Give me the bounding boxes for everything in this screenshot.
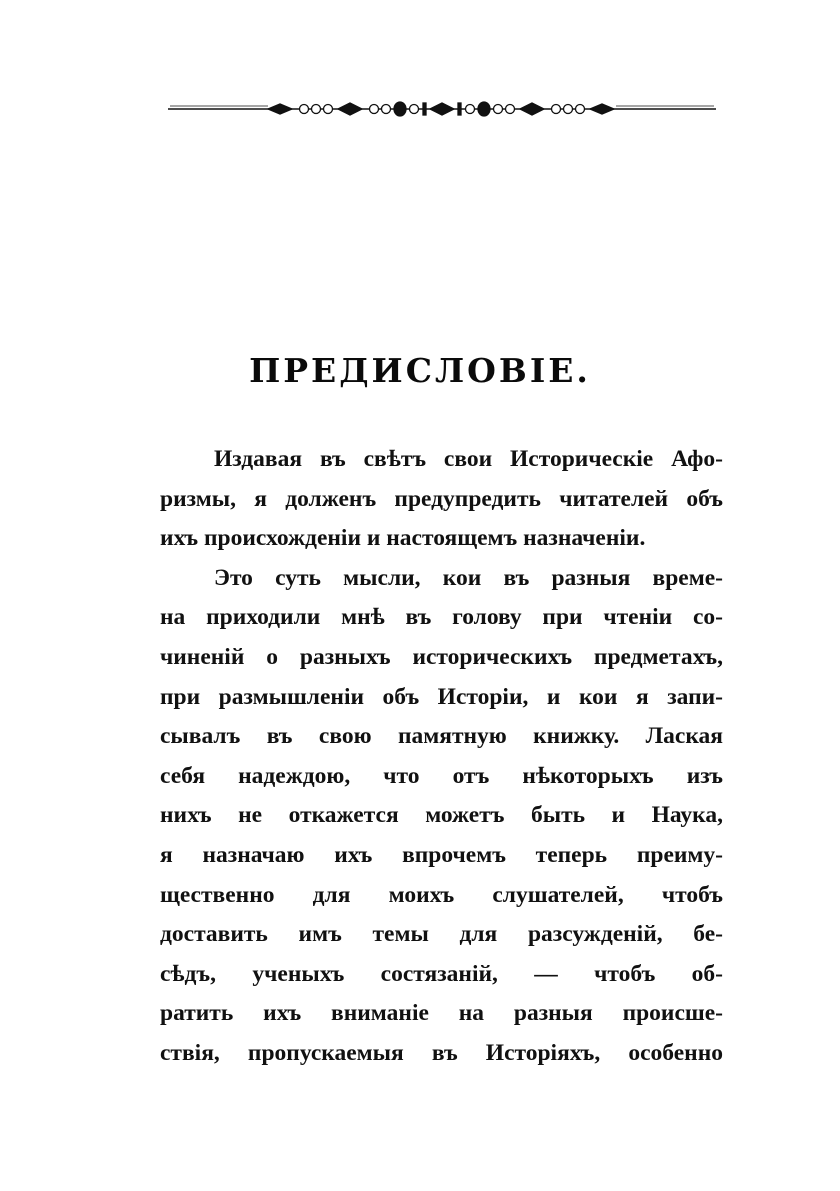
text-line: я назначаю ихъ впрочемъ теперь преиму- [160, 841, 723, 868]
text-line: ствія, пропускаемыя въ Исторіяхъ, особенно [160, 1039, 723, 1066]
text-line: сывалъ въ свою памятную книжку. Лаская [160, 723, 723, 750]
text-line: доставить имъ темы для разсужденій, бе- [160, 921, 723, 948]
text-line: ризмы, я долженъ предупредить читателей объ [160, 485, 723, 512]
decorative-ornament-rule-icon [168, 96, 716, 122]
page-title: ПРЕДИСЛОВІЕ. [249, 351, 591, 390]
text-line: Это суть мысли, кои въ разныя време- [214, 564, 723, 591]
text-line: себя надеждою, что отъ нѣкоторыхъ изъ [160, 762, 723, 789]
text-line: на приходили мнѣ въ голову при чтеніи со- [160, 604, 723, 631]
text-line: ратить ихъ вниманіе на разныя происше- [160, 1000, 723, 1027]
preface-body [160, 440, 723, 1074]
text-line: сѣдъ, ученыхъ состязаній, — чтобъ об- [160, 960, 723, 987]
text-line: щественно для моихъ слушателей, чтобъ [160, 881, 723, 908]
text-line: Издавая въ свѣтъ свои Историческіе Афо- [214, 446, 723, 472]
text-line: нихъ не откажется можетъ быть и Наука, [160, 802, 723, 829]
text-line: ихъ происхожденіи и настоящемъ назначеніи. [160, 525, 646, 552]
text-line: при размышленіи объ Исторіи, и кои я запи- [160, 683, 723, 710]
text-line: чиненій о разныхъ историческихъ предметахъ, [160, 643, 723, 670]
